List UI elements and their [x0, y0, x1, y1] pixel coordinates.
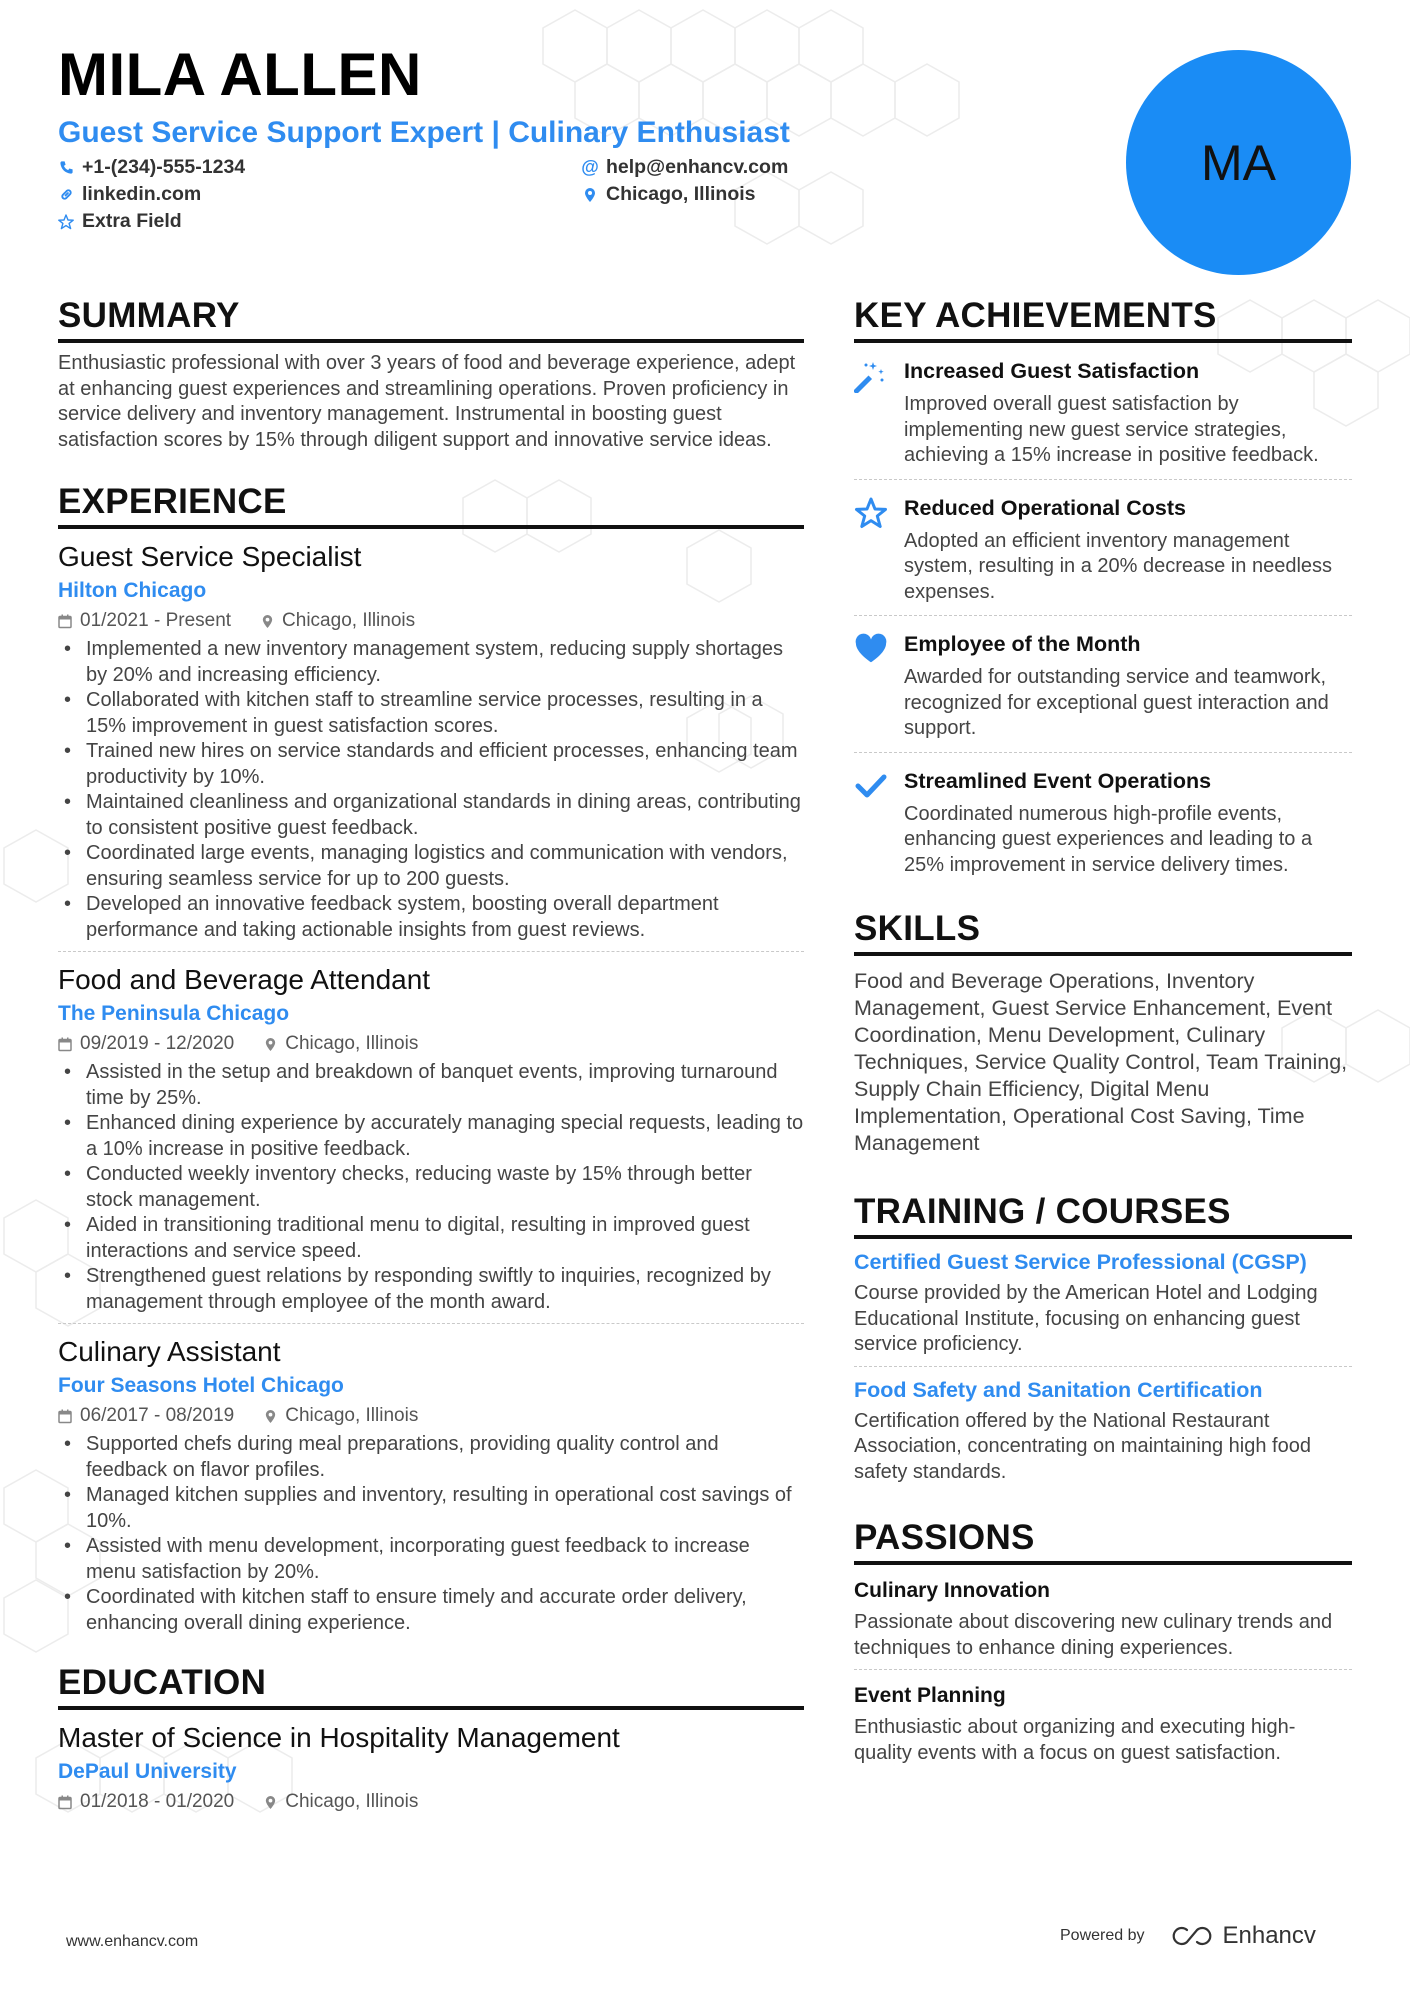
star-outline-icon	[58, 214, 74, 230]
heart-icon	[854, 632, 888, 666]
course-desc: Course provided by the American Hotel and Lodging Educational Institute, focusing on enhancing guest service proficiency.	[854, 1282, 1318, 1355]
job-location-text: Chicago, Illinois	[285, 1033, 419, 1054]
achievement-item	[854, 630, 1352, 742]
location-pin-icon	[582, 187, 598, 203]
job-meta	[58, 1031, 804, 1057]
job-bullet: • Developed an innovative feedback system, boosting overall department performance and taking actionable insights from guest reviews.	[58, 892, 804, 943]
job-company[interactable]: Four Seasons Hotel Chicago	[58, 1374, 344, 1397]
achievement-item	[854, 357, 1352, 469]
job-title: Guest Service Specialist	[58, 541, 362, 572]
job-entry	[58, 1334, 804, 1636]
avatar	[1126, 50, 1351, 275]
divider	[854, 752, 1352, 753]
training-section	[854, 1191, 1352, 1485]
candidate-headline: Guest Service Support Expert | Culinary Enthusiast	[58, 116, 790, 149]
job-bullet: • Maintained cleanliness and organizational standards in dining areas, contributing to consistent positive guest feedback.	[58, 790, 804, 841]
job-dates	[58, 1403, 234, 1429]
achievement-title: Employee of the Month	[904, 632, 1141, 656]
divider	[58, 1323, 804, 1324]
job-bullet: • Coordinated large events, managing logistics and communication with vendors, ensuring seamless service for up to 200 guests.	[58, 841, 804, 892]
job-entry	[58, 962, 804, 1324]
linkedin-text: linkedin.com	[82, 183, 202, 205]
brand-name: Enhancv	[1222, 1922, 1316, 1949]
job-dates	[58, 1031, 234, 1057]
job-bullet: • Assisted with menu development, incorporating guest feedback to increase menu satisfaction by 20%.	[58, 1534, 804, 1585]
divider	[58, 951, 804, 952]
passion-title: Culinary Innovation	[854, 1579, 1051, 1602]
calendar-icon	[58, 1037, 72, 1052]
divider	[854, 1366, 1352, 1367]
location-pin-icon	[264, 1795, 277, 1810]
contact-extra	[58, 210, 182, 233]
achievement-desc: Improved overall guest satisfaction by implementing new guest service strategies, achieving a 15% increase in positive feedback.	[904, 393, 1319, 466]
job-bullet: • Collaborated with kitchen staff to streamline service processes, resulting in a 15% improvement in guest satisfaction scores.	[58, 688, 804, 739]
star-icon	[854, 496, 888, 530]
job-bullet: • Enhanced dining experience by accurately managing special requests, leading to a 10% increase in positive feedback.	[58, 1111, 804, 1162]
achievement-desc: Awarded for outstanding service and teamwork, recognized for exceptional guest interaction and support.	[904, 666, 1329, 739]
divider	[854, 479, 1352, 480]
education-location-text: Chicago, Illinois	[285, 1791, 419, 1812]
experience-section	[58, 481, 804, 1636]
job-location	[264, 1031, 418, 1057]
job-dates	[58, 608, 231, 634]
job-bullet: • Implemented a new inventory management system, reducing supply shortages by 20% and increasing efficiency.	[58, 637, 804, 688]
passion-item	[854, 1577, 1352, 1661]
education-dates-text: 01/2018 - 01/2020	[80, 1791, 235, 1812]
at-icon: @	[581, 157, 599, 177]
location-pin-icon	[264, 1037, 277, 1052]
job-meta	[58, 1403, 804, 1429]
passion-desc: Passionate about discovering new culinary trends and techniques to enhance dining experiences.	[854, 1611, 1333, 1659]
achievement-title: Streamlined Event Operations	[904, 768, 1212, 793]
job-company[interactable]: Hilton Chicago	[58, 579, 207, 602]
magic-wand-icon	[854, 359, 888, 393]
course-desc: Certification offered by the National Restaurant Association, concentrating on maintaining high food safety standards.	[854, 1409, 1311, 1483]
education-meta	[58, 1789, 804, 1815]
passions-section	[854, 1517, 1352, 1766]
passion-item	[854, 1682, 1352, 1766]
achievement-item	[854, 494, 1352, 606]
achievement-desc: Coordinated numerous high-profile events, enhancing guest experiences and leading to a 25% improvement in service delivery times.	[904, 802, 1313, 876]
phone-icon	[58, 160, 74, 176]
job-location	[261, 608, 415, 634]
contact-info	[58, 156, 858, 242]
job-dates-text: 09/2019 - 12/2020	[80, 1033, 235, 1054]
course-title[interactable]: Food Safety and Sanitation Certification	[854, 1377, 1263, 1402]
contact-phone[interactable]	[58, 156, 245, 179]
school-name[interactable]: DePaul University	[58, 1760, 237, 1783]
achievement-title: Reduced Operational Costs	[904, 495, 1186, 520]
divider	[854, 1669, 1352, 1670]
passion-desc: Enthusiastic about organizing and executing high-quality events with a focus on guest satisfaction.	[854, 1716, 1296, 1764]
candidate-name: MILA ALLEN	[58, 41, 422, 108]
job-location-text: Chicago, Illinois	[282, 610, 416, 631]
left-column	[58, 295, 804, 1815]
experience-title: EXPERIENCE	[58, 481, 804, 529]
achievement-desc: Adopted an efficient inventory management system, resulting in a 20% decrease in needless expenses.	[904, 529, 1333, 603]
job-dates-text: 01/2021 - Present	[80, 610, 232, 631]
achievement-title: Increased Guest Satisfaction	[904, 359, 1200, 383]
contact-email[interactable]	[582, 156, 788, 179]
job-bullets	[58, 1432, 804, 1636]
achievements-section	[854, 295, 1352, 878]
job-bullet: • Conducted weekly inventory checks, reducing waste by 15% through better stock management.	[58, 1162, 804, 1213]
avatar-initials: MA	[1201, 134, 1276, 191]
divider	[854, 615, 1352, 616]
footer-website[interactable]: www.enhancv.com	[66, 1933, 199, 1950]
calendar-icon	[58, 1409, 72, 1424]
brand-logo[interactable]	[1169, 1922, 1316, 1950]
job-entry	[58, 539, 804, 952]
skills-text: Food and Beverage Operations, Inventory Management, Guest Service Enhancement, Event Coordination, Menu Development, Culinary Techniques, Service Quality Control, Team Training, Supply Chain Efficiency, Digital Menu Implementation, Operational Cost Saving, Time Management	[854, 969, 1348, 1155]
location-pin-icon	[264, 1409, 277, 1424]
job-bullet: • Trained new hires on service standards and efficient processes, enhancing team productivity by 10%.	[58, 739, 804, 790]
job-company[interactable]: The Peninsula Chicago	[58, 1002, 290, 1025]
checkmark-icon	[854, 769, 888, 803]
summary-section	[58, 295, 804, 453]
powered-by-label: Powered by	[1060, 1927, 1145, 1944]
achievement-item	[854, 767, 1352, 879]
calendar-icon	[58, 614, 72, 629]
skills-section	[854, 908, 1352, 1157]
job-bullet: • Assisted in the setup and breakdown of banquet events, improving turnaround time by 25%.	[58, 1060, 804, 1111]
summary-text: Enthusiastic professional with over 3 years of food and beverage experience, adept at enhancing guest experiences and streamlining operations. Proven proficiency in service delivery and inventory management. Instrumental in boosting guest satisfaction scores by 15% through diligent support and innovative service ideas.	[58, 352, 796, 451]
contact-linkedin[interactable]	[58, 183, 201, 206]
job-bullet: • Coordinated with kitchen staff to ensure timely and accurate order delivery, enhancing overall dining experience.	[58, 1585, 804, 1636]
job-meta	[58, 608, 804, 634]
location-text: Chicago, Illinois	[606, 183, 756, 205]
education-dates	[58, 1789, 234, 1815]
course-title[interactable]: Certified Guest Service Professional (CGSP)	[854, 1250, 1307, 1274]
email-text: help@enhancv.com	[606, 156, 789, 178]
footer-branding	[1060, 1922, 1316, 1950]
course-item	[854, 1375, 1352, 1486]
job-location-text: Chicago, Illinois	[285, 1405, 419, 1426]
job-bullet: • Supported chefs during meal preparations, providing quality control and feedback on flavor profiles.	[58, 1432, 804, 1483]
summary-title: SUMMARY	[58, 295, 804, 343]
job-location	[264, 1403, 418, 1429]
job-title: Culinary Assistant	[58, 1336, 281, 1367]
contact-location	[582, 183, 756, 206]
passion-title: Event Planning	[854, 1684, 1006, 1707]
skills-title: SKILLS	[854, 908, 1352, 956]
education-location	[264, 1789, 418, 1815]
job-bullets	[58, 1060, 804, 1315]
passions-title: PASSIONS	[854, 1517, 1352, 1565]
achievements-title: KEY ACHIEVEMENTS	[854, 295, 1352, 343]
job-dates-text: 06/2017 - 08/2019	[80, 1405, 235, 1426]
training-title: TRAINING / COURSES	[854, 1191, 1352, 1239]
location-pin-icon	[261, 614, 274, 629]
course-item	[854, 1247, 1352, 1358]
calendar-icon	[58, 1795, 72, 1810]
extra-text: Extra Field	[82, 210, 182, 232]
job-bullets	[58, 637, 804, 943]
enhancv-logo-icon	[1169, 1924, 1215, 1948]
link-icon	[58, 187, 74, 203]
degree-title: Master of Science in Hospitality Management	[58, 1722, 620, 1753]
job-bullet: • Strengthened guest relations by responding swiftly to inquiries, recognized by management through employee of the month award.	[58, 1264, 804, 1315]
education-title: EDUCATION	[58, 1662, 804, 1710]
education-entry	[58, 1720, 804, 1815]
education-section	[58, 1662, 804, 1815]
right-column	[854, 295, 1352, 1766]
job-title: Food and Beverage Attendant	[58, 964, 431, 995]
phone-text: +1-(234)-555-1234	[82, 156, 246, 178]
job-bullet: • Aided in transitioning traditional menu to digital, resulting in improved guest interactions and service speed.	[58, 1213, 804, 1264]
job-bullet: • Managed kitchen supplies and inventory, resulting in operational cost savings of 10%.	[58, 1483, 804, 1534]
